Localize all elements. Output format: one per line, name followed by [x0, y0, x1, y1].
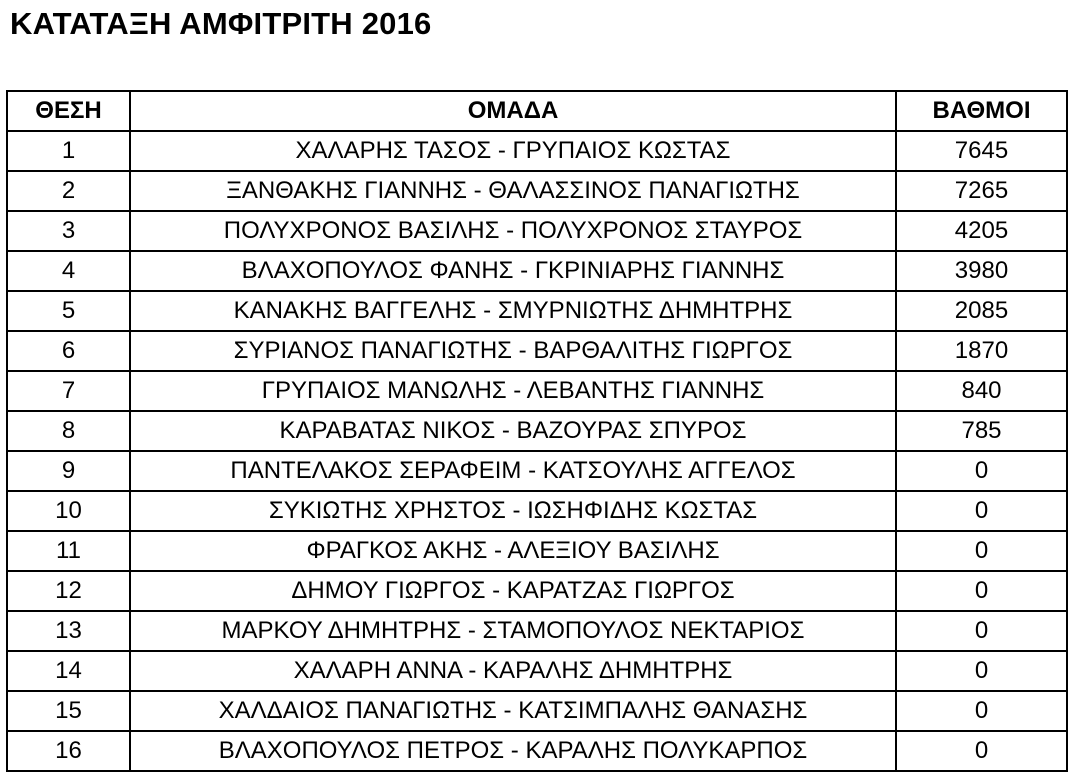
cell-team: ΣΥΚΙΩΤΗΣ ΧΡΗΣΤΟΣ - ΙΩΣΗΦΙΔΗΣ ΚΩΣΤΑΣ: [130, 491, 896, 531]
cell-points: 0: [896, 611, 1067, 651]
cell-points: 0: [896, 731, 1067, 771]
cell-points: 4205: [896, 211, 1067, 251]
cell-team: ΠΑΝΤΕΛΑΚΟΣ ΣΕΡΑΦΕΙΜ - ΚΑΤΣΟΥΛΗΣ ΑΓΓΕΛΟΣ: [130, 451, 896, 491]
cell-points: 0: [896, 651, 1067, 691]
cell-team: ΓΡΥΠΑΙΟΣ ΜΑΝΩΛΗΣ - ΛΕΒΑΝΤΗΣ ΓΙΑΝΝΗΣ: [130, 371, 896, 411]
ranking-table: [6, 90, 1068, 772]
cell-points: 785: [896, 411, 1067, 451]
header-row: [7, 91, 1067, 131]
cell-team: ΧΑΛΔΑΙΟΣ ΠΑΝΑΓΙΩΤΗΣ - ΚΑΤΣΙΜΠΑΛΗΣ ΘΑΝΑΣΗΣ: [130, 691, 896, 731]
cell-points: 0: [896, 571, 1067, 611]
cell-position: 5: [7, 291, 130, 331]
cell-team: ΚΑΡΑΒΑΤΑΣ ΝΙΚΟΣ - ΒΑΖΟΥΡΑΣ ΣΠΥΡΟΣ: [130, 411, 896, 451]
table-row: [7, 611, 1067, 651]
cell-position: 14: [7, 651, 130, 691]
table-row: [7, 131, 1067, 171]
table-row: [7, 651, 1067, 691]
table-row: [7, 531, 1067, 571]
cell-position: 6: [7, 331, 130, 371]
cell-points: 840: [896, 371, 1067, 411]
table-row: [7, 731, 1067, 771]
cell-position: 15: [7, 691, 130, 731]
cell-team: ΧΑΛΑΡΗΣ ΤΑΣΟΣ - ΓΡΥΠΑΙΟΣ ΚΩΣΤΑΣ: [130, 131, 896, 171]
table-row: [7, 371, 1067, 411]
cell-team: ΜΑΡΚΟΥ ΔΗΜΗΤΡΗΣ - ΣΤΑΜΟΠΟΥΛΟΣ ΝΕΚΤΑΡΙΟΣ: [130, 611, 896, 651]
page-title: ΚΑΤΑΤΑΞΗ ΑΜΦΙΤΡΙΤΗ 2016: [10, 6, 432, 41]
table-row: [7, 491, 1067, 531]
cell-points: 0: [896, 691, 1067, 731]
table-row: [7, 571, 1067, 611]
cell-position: 10: [7, 491, 130, 531]
cell-position: 16: [7, 731, 130, 771]
cell-points: 3980: [896, 251, 1067, 291]
table-row: [7, 411, 1067, 451]
table-row: [7, 251, 1067, 291]
cell-position: 4: [7, 251, 130, 291]
cell-position: 7: [7, 371, 130, 411]
cell-position: 9: [7, 451, 130, 491]
cell-points: 1870: [896, 331, 1067, 371]
header-position: ΘΕΣΗ: [7, 91, 130, 131]
cell-team: ΒΛΑΧΟΠΟΥΛΟΣ ΠΕΤΡΟΣ - ΚΑΡΑΛΗΣ ΠΟΛΥΚΑΡΠΟΣ: [130, 731, 896, 771]
cell-points: 7265: [896, 171, 1067, 211]
cell-position: 13: [7, 611, 130, 651]
header-points: ΒΑΘΜΟΙ: [896, 91, 1067, 131]
header-team: ΟΜΑΔΑ: [130, 91, 896, 131]
cell-points: 0: [896, 531, 1067, 571]
cell-position: 3: [7, 211, 130, 251]
ranking-table-body: [7, 131, 1067, 771]
cell-points: 0: [896, 451, 1067, 491]
cell-position: 2: [7, 171, 130, 211]
cell-team: ΦΡΑΓΚΟΣ ΑΚΗΣ - ΑΛΕΞΙΟΥ ΒΑΣΙΛΗΣ: [130, 531, 896, 571]
cell-team: ΠΟΛΥΧΡΟΝΟΣ ΒΑΣΙΛΗΣ - ΠΟΛΥΧΡΟΝΟΣ ΣΤΑΥΡΟΣ: [130, 211, 896, 251]
cell-team: ΔΗΜΟΥ ΓΙΩΡΓΟΣ - ΚΑΡΑΤΖΑΣ ΓΙΩΡΓΟΣ: [130, 571, 896, 611]
table-row: [7, 211, 1067, 251]
table-row: [7, 331, 1067, 371]
table-row: [7, 691, 1067, 731]
cell-team: ΞΑΝΘΑΚΗΣ ΓΙΑΝΝΗΣ - ΘΑΛΑΣΣΙΝΟΣ ΠΑΝΑΓΙΩΤΗΣ: [130, 171, 896, 211]
cell-team: ΣΥΡΙΑΝΟΣ ΠΑΝΑΓΙΩΤΗΣ - ΒΑΡΘΑΛΙΤΗΣ ΓΙΩΡΓΟΣ: [130, 331, 896, 371]
cell-points: 7645: [896, 131, 1067, 171]
table-row: [7, 451, 1067, 491]
cell-position: 1: [7, 131, 130, 171]
table-row: [7, 291, 1067, 331]
cell-position: 12: [7, 571, 130, 611]
cell-team: ΧΑΛΑΡΗ ΑΝΝΑ - ΚΑΡΑΛΗΣ ΔΗΜΗΤΡΗΣ: [130, 651, 896, 691]
table-row: [7, 171, 1067, 211]
cell-points: 2085: [896, 291, 1067, 331]
cell-position: 11: [7, 531, 130, 571]
cell-position: 8: [7, 411, 130, 451]
cell-team: ΒΛΑΧΟΠΟΥΛΟΣ ΦΑΝΗΣ - ΓΚΡΙΝΙΑΡΗΣ ΓΙΑΝΝΗΣ: [130, 251, 896, 291]
cell-points: 0: [896, 491, 1067, 531]
cell-team: ΚΑΝΑΚΗΣ ΒΑΓΓΕΛΗΣ - ΣΜΥΡΝΙΩΤΗΣ ΔΗΜΗΤΡΗΣ: [130, 291, 896, 331]
